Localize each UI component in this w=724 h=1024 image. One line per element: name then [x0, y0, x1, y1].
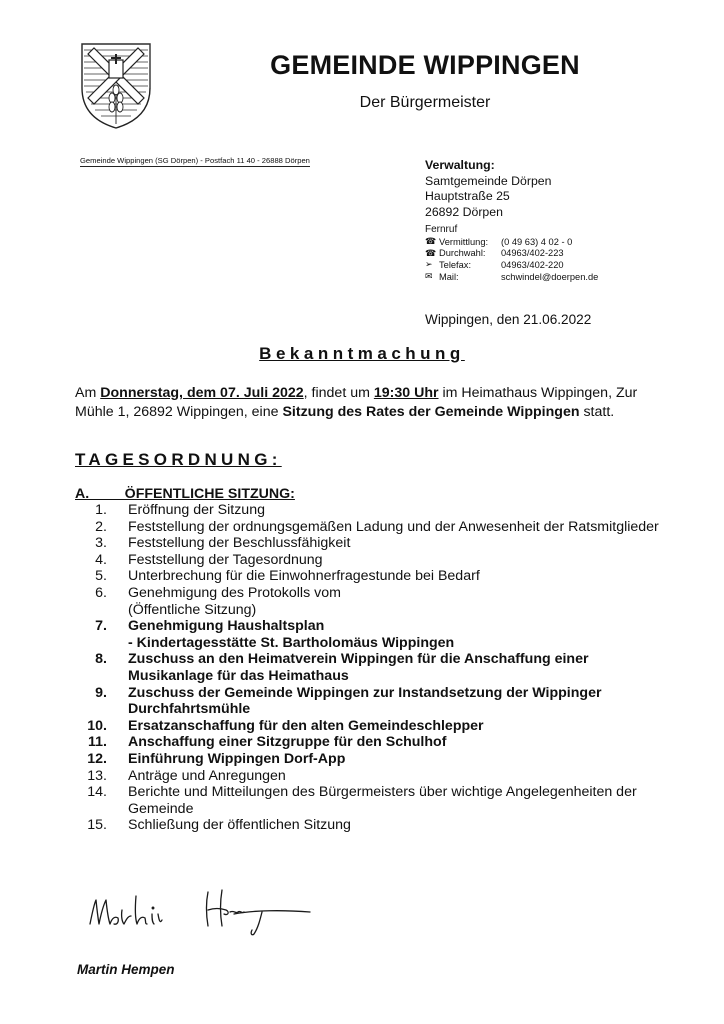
- agenda-item-number: 14.: [87, 784, 107, 801]
- windmill-crest-icon: [80, 42, 152, 130]
- agenda-item-number: 1.: [95, 502, 107, 518]
- section-a-heading: A. ÖFFENTLICHE SITZUNG:: [75, 486, 295, 502]
- contact-label: Mail:: [439, 271, 459, 282]
- agenda-item-number: 7.: [95, 618, 107, 635]
- contact-row-fax: [425, 259, 598, 271]
- agenda-item-number: 12.: [87, 750, 107, 767]
- contact-label: Telefax:: [439, 259, 472, 270]
- meeting-time: 19:30 Uhr: [373, 385, 439, 401]
- handwritten-signature: [84, 880, 334, 940]
- administration-line: Hauptstraße 25: [425, 189, 510, 203]
- arrow-icon: ➢: [425, 259, 433, 270]
- contact-value: 04963/402-220: [501, 259, 564, 270]
- agenda-item-number: 4.: [95, 551, 107, 568]
- contact-email: schwindel@doerpen.de: [501, 271, 599, 282]
- agenda-heading: TAGESORDNUNG:: [75, 450, 282, 469]
- agenda-item-number: 15.: [87, 817, 107, 834]
- agenda-item-number: 9.: [95, 684, 107, 701]
- agenda-item: [75, 552, 675, 569]
- agenda-item-number: 8.: [95, 651, 107, 668]
- agenda-item-text: Feststellung der Beschlussfähigkeit: [128, 535, 351, 552]
- agenda-item-text: Schließung der öffentlichen Sitzung: [128, 817, 351, 834]
- intro-text: statt.: [579, 404, 615, 420]
- agenda-item: [75, 718, 675, 735]
- agenda-item-text: Feststellung der ordnungsgemäßen Ladung und der Anwesenheit der Ratsmitglieder: [128, 518, 659, 535]
- agenda-item: [75, 768, 675, 785]
- agenda-item-text: Berichte und Mitteilungen des Bürgermeisters über wichtige Angelegenheiten der Gemeinde: [128, 784, 637, 817]
- agenda-item-text: Zuschuss der Gemeinde Wippingen zur Instandsetzung der Wippinger Durchfahrtsmühle: [128, 684, 602, 718]
- meeting-name: Sitzung des Rates der Gemeinde Wippingen: [282, 404, 580, 420]
- agenda-item: [75, 618, 675, 651]
- agenda-item: [75, 519, 675, 536]
- contact-row-switchboard: [425, 236, 598, 248]
- agenda-item: [75, 734, 675, 751]
- agenda-item: [75, 685, 675, 718]
- contact-list: [425, 236, 598, 282]
- agenda-item: [75, 568, 675, 585]
- contact-row-mail: [425, 271, 598, 283]
- agenda-item-text: Anträge und Anregungen: [128, 767, 286, 784]
- agenda-item-number: 3.: [95, 535, 107, 552]
- administration-address: [425, 158, 551, 220]
- signer-name: Martin Hempen: [77, 962, 175, 977]
- agenda-item-number: 11.: [88, 734, 107, 751]
- contact-label: Vermittlung:: [439, 236, 489, 247]
- agenda-item-number: 10.: [87, 717, 107, 734]
- administration-heading: Verwaltung:: [425, 158, 495, 172]
- agenda-item-text: Unterbrechung für die Einwohnerfragestunde bei Bedarf: [128, 568, 480, 585]
- contact-value: 04963/402-223: [501, 248, 564, 259]
- agenda-item-number: 6.: [95, 584, 107, 601]
- intro-text: Am: [75, 385, 101, 401]
- contact-heading: Fernruf: [425, 224, 458, 235]
- intro-text: , findet um: [303, 385, 374, 401]
- agenda-item-text: Genehmigung Haushaltsplan - Kindertagesstätte St. Bartholomäus Wippingen: [128, 618, 455, 651]
- document-date: Wippingen, den 21.06.2022: [425, 312, 592, 327]
- agenda-item-text: Ersatzanschaffung für den alten Gemeindeschlepper: [128, 717, 484, 734]
- agenda-item: [75, 784, 675, 817]
- administration-line: Samtgemeinde Dörpen: [425, 173, 552, 188]
- administration-line: 26892 Dörpen: [425, 204, 503, 219]
- agenda-item: [75, 817, 675, 834]
- agenda-list: [75, 502, 675, 834]
- mayor-subtitle: Der Bürgermeister: [359, 94, 491, 111]
- sender-address-line: Gemeinde Wippingen (SG Dörpen) - Postfach 11 40 - 26888 Dörpen: [80, 156, 310, 165]
- agenda-item-number: 13.: [87, 767, 107, 784]
- agenda-item-number: 5.: [95, 568, 107, 585]
- contact-label: Durchwahl:: [439, 248, 486, 259]
- agenda-item-text: Zuschuss an den Heimatverein Wippingen für die Anschaffung einer Musikanlage für das Heimathaus: [128, 651, 589, 684]
- phone-icon: ☎: [425, 236, 437, 247]
- agenda-item-text: Einführung Wippingen Dorf-App: [128, 750, 346, 767]
- agenda-item: [75, 502, 675, 519]
- agenda-item: [75, 585, 675, 618]
- agenda-item: [75, 651, 675, 684]
- agenda-item-text: Eröffnung der Sitzung: [128, 502, 265, 518]
- intro-paragraph: [75, 384, 665, 422]
- agenda-item-text: Feststellung der Tagesordnung: [128, 551, 323, 568]
- contact-value: (0 49 63) 4 02 - 0: [501, 236, 573, 247]
- meeting-day: Donnerstag, dem 07. Juli 2022: [100, 385, 304, 401]
- envelope-icon: ✉: [425, 271, 433, 282]
- agenda-item-text: Anschaffung einer Sitzgruppe für den Schulhof: [128, 734, 447, 751]
- phone-icon: ☎: [425, 247, 437, 258]
- intro-text: im Heimathaus Wippingen, Zur Mühle 1, 26892 Wippingen, eine: [75, 385, 638, 420]
- announcement-heading: Bekanntmachung: [259, 344, 465, 363]
- agenda-item: [75, 535, 675, 552]
- agenda-item-number: 2.: [95, 518, 107, 535]
- municipality-title: GEMEINDE WIPPINGEN: [270, 50, 580, 80]
- contact-row-direct: [425, 248, 598, 260]
- agenda-item-text: Genehmigung des Protokolls vom (Öffentliche Sitzung): [128, 584, 341, 618]
- agenda-item: [75, 751, 675, 768]
